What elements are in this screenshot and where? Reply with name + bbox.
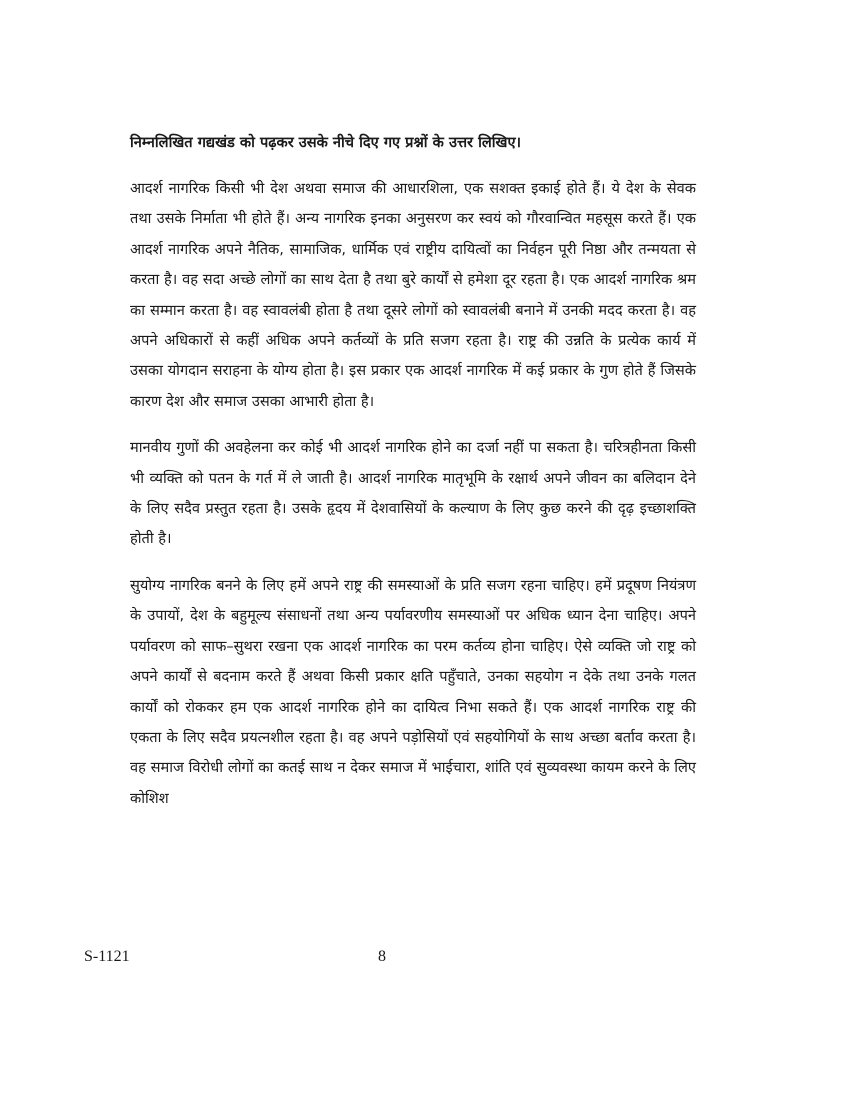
paragraph-3: सुयोग्य नागरिक बनने के लिए हमें अपने राष्ट्र की समस्याओं के प्रति सजग रहना चाहिए। हमें प्रदूषण नियंत्रण के उपायों, देश के बहुमूल्य संसाधनों तथा अन्य पर्यावरणीय समस्याओं पर अधिक ध्यान देना चाहिए। अपने पर्यावरण को साफ–सुथरा रखना एक आदर्श नागरिक का परम कर्तव्य होना चाहिए। ऐसे व्यक्ति जो राष्ट्र को अपने कार्यों से बदनाम करते हैं अथवा किसी प्रकार क्षति पहुँचाते, उनका सहयोग न देके तथा उनके गलत कार्यों को रोककर हम एक आदर्श नागरिक होने का दायित्व निभा सकते हैं। एक आदर्श नागरिक राष्ट्र की एकता के लिए सदैव प्रयत्नशील रहता है। वह अपने पड़ोसियों एवं सहयोगियों के साथ अच्छा बर्ताव करता है। वह समाज विरोधी लोगों का कतई साथ न देकर समाज में भाईचारा, शांति एवं सुव्यवस्था कायम करने के लिए कोशिश — [130, 576, 696, 807]
paper-code: S-1121 — [84, 948, 130, 965]
passage-container — [130, 128, 696, 830]
instruction-heading: निम्नलिखित गद्यखंड को पढ़कर उसके नीचे दिए गए प्रश्नों के उत्तर लिखिए। — [130, 134, 522, 151]
paragraph-1: आदर्श नागरिक किसी भी देश अथवा समाज की आधारशिला, एक सशक्त इकाई होते हैं। ये देश के सेवक तथा उसके निर्माता भी होते हैं। अन्य नागरिक इनका अनुसरण कर स्वयं को गौरवान्वित महसूस करते हैं। एक आदर्श नागरिक अपने नैतिक, सामाजिक, धार्मिक एवं राष्ट्रीय दायित्वों का निर्वहन पूरी निष्ठा और तन्मयता से करता है। वह सदा अच्छे लोगों का साथ देता है तथा बुरे कार्यों से हमेशा दूर रहता है। एक आदर्श नागरिक श्रम का सम्मान करता है। वह स्वावलंबी होता है तथा दूसरे लोगों को स्वावलंबी बनाने में उनकी मदद करता है। वह अपने अधिकारों से कहीं अधिक अपने कर्तव्यों के प्रति सजग रहता है। राष्ट्र की उन्नति के प्रत्येक कार्य में उसका योगदान सराहना के योग्य होता है। इस प्रकार एक आदर्श नागरिक में कई प्रकार के गुण होते हैं जिसके कारण देश और समाज उसका आभारी होता है। — [130, 180, 697, 410]
paragraph-2: मानवीय गुणों की अवहेलना कर कोई भी आदर्श नागरिक होने का दर्जा नहीं पा सकता है। चरित्रहीनता किसी भी व्यक्ति को पतन के गर्त में ले जाती है। आदर्श नागरिक मातृभूमि के रक्षार्थ अपने जीवन का बलिदान देने के लिए सदैव प्रस्तुत रहता है। उसके हृदय में देशवासियों के कल्याण के लिए कुछ करने की दृढ़ इच्छाशक्ति होती है। — [130, 439, 696, 548]
page-number: 8 — [378, 948, 386, 965]
